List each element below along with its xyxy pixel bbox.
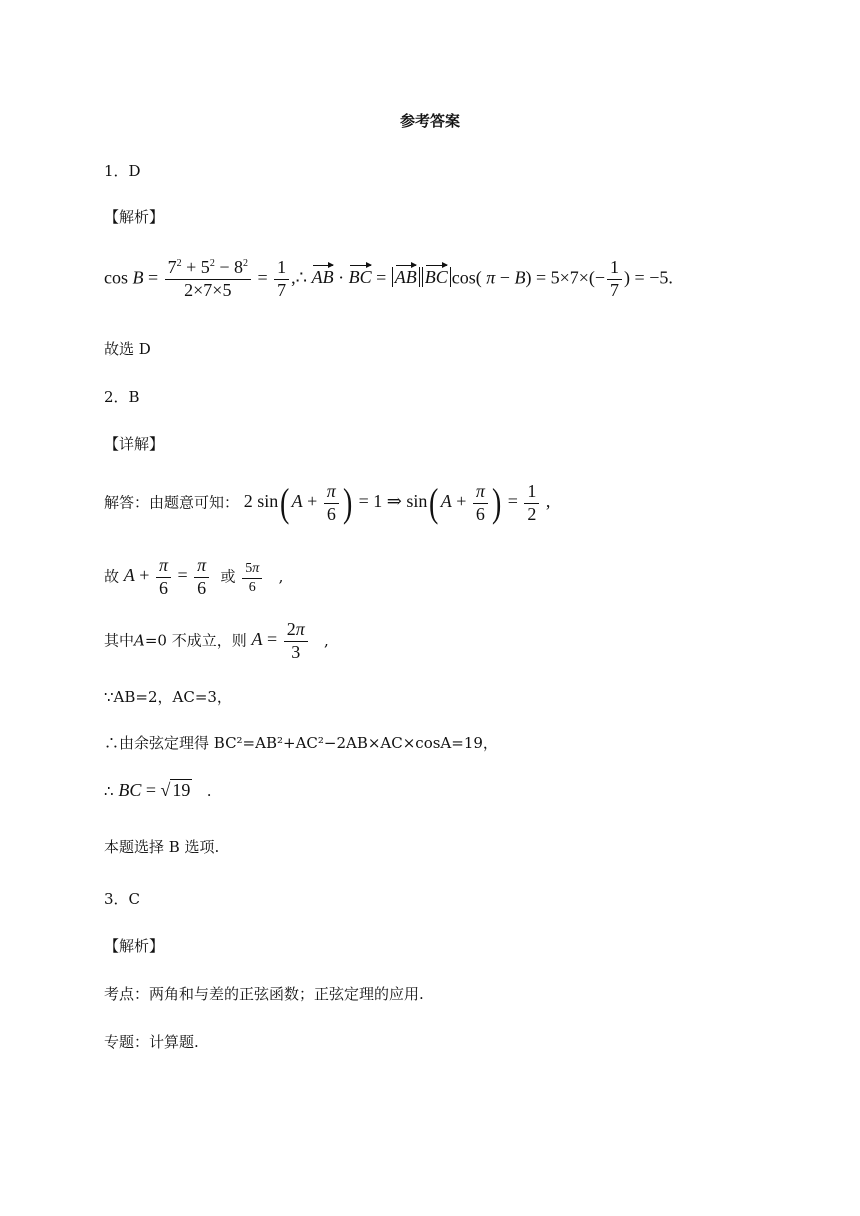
q2-step2-alt: $\frac{5\pi}{6}$ [240, 570, 264, 585]
page-title: 参考答案 [399, 112, 460, 130]
q2-step2-prefix: 故 [104, 567, 120, 586]
q2-step4: ∵AB=2，AC=3， [104, 688, 232, 706]
q3-zhuanti: 专题：计算题. [104, 1033, 199, 1051]
q2-step1-prefix: 解答：由题意可知： [104, 493, 240, 512]
q1-label: 1．D [104, 162, 141, 180]
q3-kaodian: 考点：两角和与差的正弦函数；正弦定理的应用. [104, 985, 424, 1003]
q1-formula: cos B = $\frac{7^2 + 5^2 - 8^2}{2\times 7\times 5}$ = $\frac{1}{7}$ ,∴ AB · BC = AB BC cos( π − B) = 5×7×(− $\frac{1}{7}$ ) = −5. [104, 257, 673, 300]
q2-step3-formula: A = $\frac{2\pi}{3}$ [252, 629, 310, 649]
q2-conclusion: 本题选择 B 选项. [104, 838, 220, 856]
q2-step3-prefix: 其中 [104, 631, 135, 650]
q2-step5: ∴由余弦定理得 BC²=AB²+AC²−2AB×AC×cosA=19， [104, 734, 498, 752]
q2-step2: 故 A + $\frac{\pi}{6}$ = $\frac{\pi}{6}$ 或 $\frac{5\pi}{6}$ , [104, 555, 284, 598]
q3-analysis-heading: 【解析】 [104, 937, 165, 955]
q1-analysis-heading: 【解析】 [104, 208, 165, 226]
q2-step2-formula: A + $\frac{\pi}{6}$ = $\frac{\pi}{6}$ [124, 565, 216, 585]
q2-step6-formula: BC = √ 19 [118, 780, 191, 800]
q2-step1-formula: 2 sin( A + $\frac{\pi}{6}$ ) = 1 ⇒ sin( A + $\frac{\pi}{6}$ ) = $\frac{1}{2}$ , [243, 480, 551, 526]
q2-step3-mid: =0 不成立，则 [144, 631, 247, 650]
q2-analysis-heading: 【详解】 [104, 435, 165, 453]
q2-step1 [104, 482, 550, 525]
q1-conclusion: 故选 D [104, 340, 151, 358]
q2-step3: 其中A=0 不成立，则 A = $\frac{2\pi}{3}$ , [104, 619, 329, 662]
q3-label: 3．C [104, 890, 141, 908]
q2-step2-or: 或 [220, 567, 236, 586]
q2-step6: ∴ BC = √ 19 . [104, 780, 212, 800]
q2-label: 2．B [104, 388, 140, 406]
q2-step6-prefix: ∴ [104, 782, 114, 800]
